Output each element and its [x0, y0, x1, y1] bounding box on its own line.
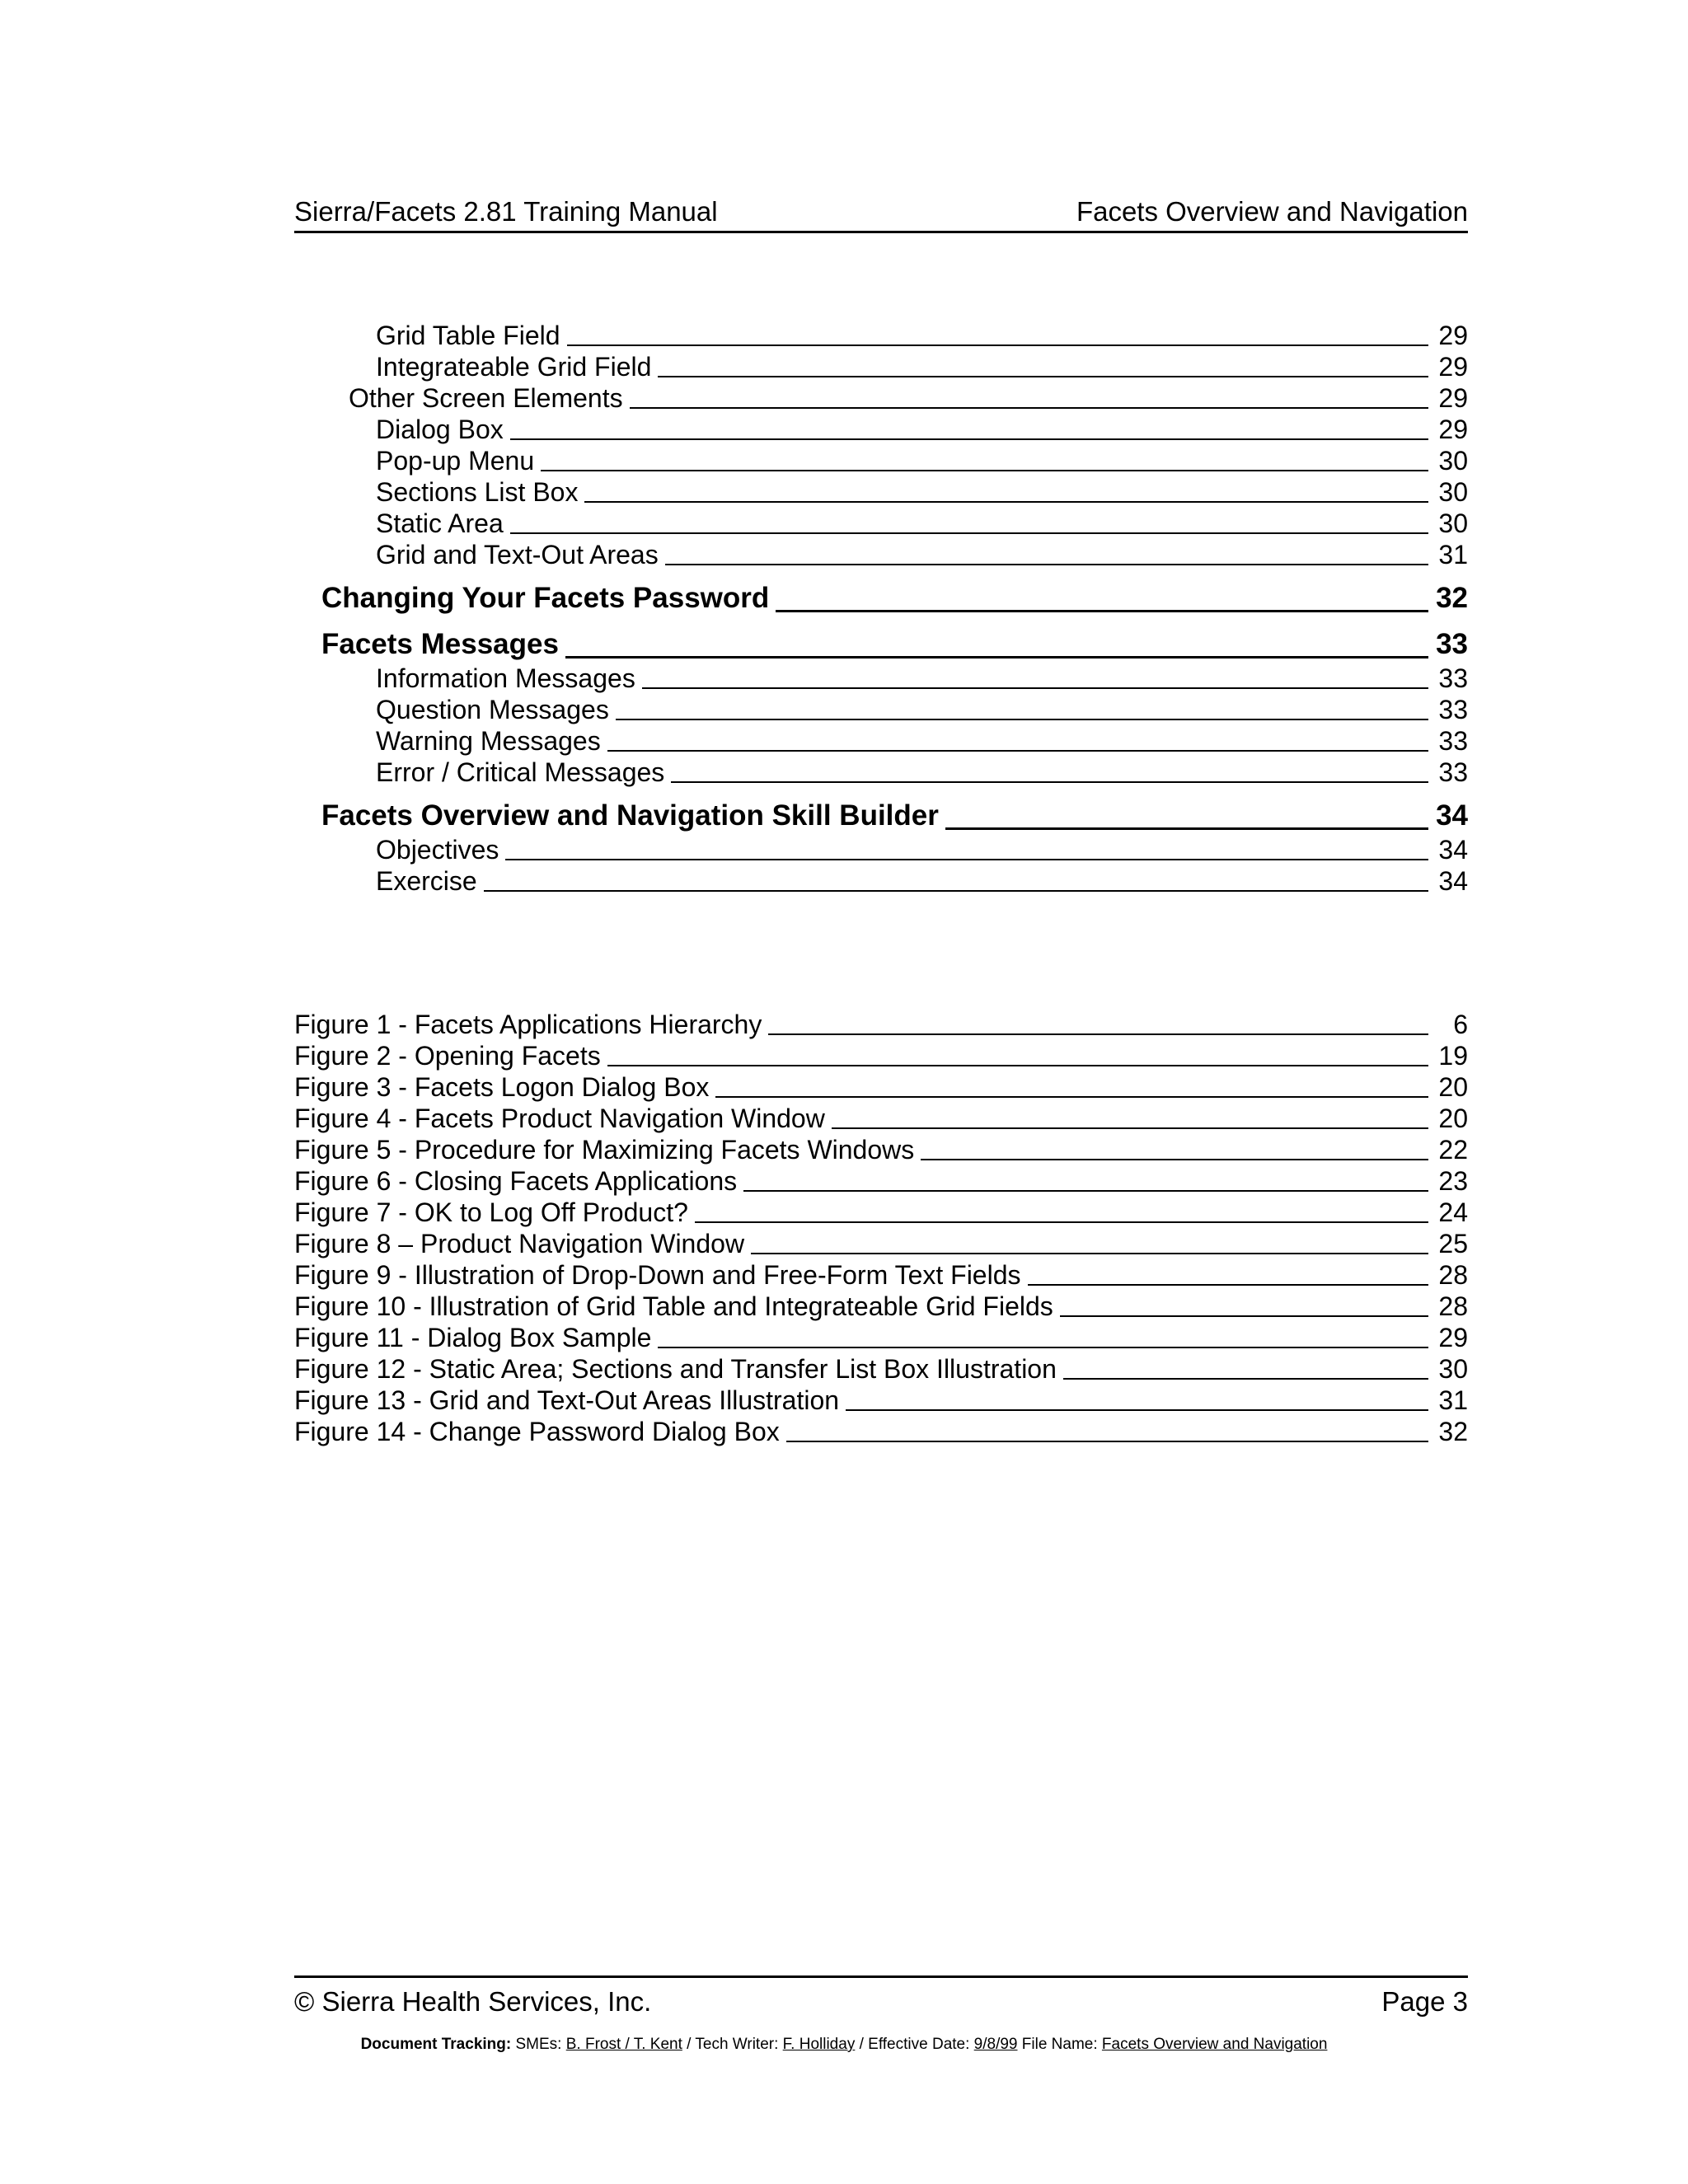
page-header — [294, 192, 1468, 233]
figure-entry-leader — [715, 1096, 1428, 1098]
toc-entry-leader — [505, 859, 1428, 860]
toc-entry[interactable] — [294, 798, 1468, 834]
figure-entry-leader — [607, 1065, 1428, 1066]
figure-entry-leader — [768, 1033, 1428, 1035]
figure-entry-leader — [921, 1159, 1428, 1160]
toc-entry-leader — [584, 501, 1428, 503]
figure-entry-label: Figure 5 - Procedure for Maximizing Facets Windows — [294, 1135, 915, 1165]
page-footer — [294, 1975, 1468, 2018]
figure-entry-label: Figure 6 - Closing Facets Applications — [294, 1166, 738, 1196]
figure-entry-leader — [786, 1441, 1428, 1442]
figure-entry-page: 25 — [1438, 1229, 1468, 1258]
table-of-contents — [294, 320, 1468, 897]
toc-entry-page: 33 — [1438, 663, 1468, 693]
figure-entry[interactable] — [294, 1322, 1468, 1353]
figure-entry-page: 31 — [1438, 1385, 1468, 1415]
figure-entry[interactable] — [294, 1291, 1468, 1322]
toc-entry-page: 29 — [1438, 321, 1468, 350]
figure-entry-page: 30 — [1438, 1354, 1468, 1384]
toc-entry[interactable] — [294, 725, 1468, 757]
figure-entry[interactable] — [294, 1134, 1468, 1165]
footer-page-number: Page 3 — [1381, 1986, 1468, 2017]
figure-entry-label: Figure 11 - Dialog Box Sample — [294, 1323, 652, 1352]
toc-entry-leader — [510, 532, 1428, 534]
figure-entry[interactable] — [294, 1416, 1468, 1447]
toc-entry-page: 30 — [1438, 477, 1468, 507]
toc-entry[interactable] — [294, 351, 1468, 382]
header-section-title: Facets Overview and Navigation — [1076, 196, 1468, 227]
tracking-file: Facets Overview and Navigation — [1101, 2036, 1328, 2053]
toc-entry-leader — [510, 438, 1428, 440]
tracking-smes-label: SMEs: — [515, 2036, 562, 2053]
toc-entry-page: 32 — [1436, 582, 1468, 614]
toc-entry[interactable] — [294, 539, 1468, 570]
toc-entry-page: 33 — [1438, 757, 1468, 787]
tracking-date-label: / Effective Date: — [859, 2036, 970, 2053]
toc-entry-label: Facets Messages — [321, 628, 559, 660]
tracking-writer: F. Holliday — [782, 2036, 856, 2053]
toc-entry[interactable] — [294, 865, 1468, 897]
figure-entry-label: Figure 14 - Change Password Dialog Box — [294, 1417, 780, 1446]
toc-entry-leader — [671, 781, 1428, 783]
figure-entry[interactable] — [294, 1040, 1468, 1071]
figure-entry-page: 28 — [1438, 1260, 1468, 1290]
toc-entry[interactable] — [294, 580, 1468, 616]
toc-entry-leader — [484, 890, 1428, 892]
figure-entry-label: Figure 4 - Facets Product Navigation Window — [294, 1104, 825, 1133]
toc-entry-leader — [607, 750, 1428, 752]
toc-entry-label: Pop-up Menu — [376, 446, 535, 476]
tracking-file-label: File Name: — [1021, 2036, 1098, 2053]
toc-entry[interactable] — [294, 414, 1468, 445]
toc-entry-page: 34 — [1436, 799, 1468, 832]
figure-entry-label: Figure 8 – Product Navigation Window — [294, 1229, 745, 1258]
figure-entry-leader — [1063, 1378, 1428, 1380]
toc-entry-label: Objectives — [376, 835, 499, 865]
figure-entry-leader — [1060, 1315, 1428, 1317]
toc-entry-label: Changing Your Facets Password — [321, 582, 770, 614]
toc-entry-label: Static Area — [376, 509, 504, 538]
toc-entry-label: Facets Overview and Navigation Skill Builder — [321, 799, 939, 832]
toc-entry-page: 29 — [1438, 383, 1468, 413]
footer-copyright: © Sierra Health Services, Inc. — [294, 1986, 652, 2017]
toc-entry[interactable] — [294, 626, 1468, 663]
toc-entry-label: Grid and Text-Out Areas — [376, 540, 659, 569]
figure-entry-leader — [743, 1190, 1428, 1192]
tracking-smes: B. Frost / T. Kent — [565, 2036, 682, 2053]
toc-entry-label: Question Messages — [376, 695, 609, 724]
toc-entry-leader — [567, 344, 1428, 346]
figure-entry[interactable] — [294, 1165, 1468, 1197]
toc-entry-label: Warning Messages — [376, 726, 601, 756]
toc-entry[interactable] — [294, 382, 1468, 414]
toc-entry-label: Integrateable Grid Field — [376, 352, 652, 382]
figure-entry[interactable] — [294, 1103, 1468, 1134]
tracking-writer-label: / Tech Writer: — [687, 2036, 779, 2053]
figure-entry-label: Figure 2 - Opening Facets — [294, 1041, 601, 1071]
figure-entry-page: 24 — [1438, 1197, 1468, 1227]
toc-entry-page: 29 — [1438, 352, 1468, 382]
toc-entry-page: 34 — [1438, 866, 1468, 896]
figure-entry-label: Figure 3 - Facets Logon Dialog Box — [294, 1072, 710, 1102]
figure-entry-page: 19 — [1438, 1041, 1468, 1071]
figure-entry-page: 28 — [1438, 1291, 1468, 1321]
toc-entry-leader — [658, 376, 1428, 377]
tracking-heading: Document Tracking: — [360, 2036, 512, 2053]
list-of-figures — [294, 1009, 1468, 1447]
figure-entry-label: Figure 13 - Grid and Text-Out Areas Illustration — [294, 1385, 840, 1415]
toc-entry[interactable] — [294, 445, 1468, 476]
toc-entry-page: 31 — [1438, 540, 1468, 569]
figure-entry-page: 20 — [1438, 1104, 1468, 1133]
toc-entry-page: 34 — [1438, 835, 1468, 865]
document-tracking — [0, 2036, 1688, 2054]
toc-entry-leader — [541, 470, 1428, 471]
figure-entry-page: 23 — [1438, 1166, 1468, 1196]
toc-entry-label: Exercise — [376, 866, 477, 896]
toc-entry-label: Other Screen Elements — [349, 383, 623, 413]
figure-entry-page: 20 — [1438, 1072, 1468, 1102]
figure-entry-label: Figure 1 - Facets Applications Hierarchy — [294, 1010, 762, 1039]
figure-entry-leader — [832, 1127, 1428, 1129]
figure-entry-leader — [695, 1221, 1428, 1223]
toc-entry-page: 30 — [1438, 509, 1468, 538]
toc-entry-label: Information Messages — [376, 663, 635, 693]
toc-entry-page: 33 — [1436, 628, 1468, 660]
figure-entry[interactable] — [294, 1385, 1468, 1416]
toc-entry[interactable] — [294, 663, 1468, 694]
figure-entry-leader — [751, 1253, 1428, 1254]
figure-entry-leader — [658, 1347, 1428, 1348]
toc-entry-page: 30 — [1438, 446, 1468, 476]
figure-entry-leader — [846, 1409, 1428, 1411]
toc-entry-leader — [565, 656, 1428, 658]
figure-entry[interactable] — [294, 1259, 1468, 1291]
toc-entry-leader — [642, 687, 1428, 689]
figure-entry-page: 32 — [1438, 1417, 1468, 1446]
figure-entry[interactable] — [294, 1071, 1468, 1103]
toc-entry[interactable] — [294, 508, 1468, 539]
toc-entry-label: Dialog Box — [376, 415, 504, 444]
toc-entry-leader — [630, 407, 1428, 409]
figure-entry[interactable] — [294, 1353, 1468, 1385]
toc-entry-leader — [665, 564, 1428, 565]
figure-entry-leader — [1028, 1284, 1429, 1286]
toc-entry[interactable] — [294, 320, 1468, 351]
figure-entry-label: Figure 7 - OK to Log Off Product? — [294, 1197, 688, 1227]
toc-entry[interactable] — [294, 834, 1468, 865]
toc-entry-page: 33 — [1438, 695, 1468, 724]
toc-entry[interactable] — [294, 476, 1468, 508]
tracking-date: 9/8/99 — [973, 2036, 1018, 2053]
figure-entry-page: 29 — [1438, 1323, 1468, 1352]
toc-entry-label: Grid Table Field — [376, 321, 560, 350]
toc-entry-leader — [945, 827, 1428, 830]
figure-entry-label: Figure 12 - Static Area; Sections and Transfer List Box Illustration — [294, 1354, 1057, 1384]
figure-entry-label: Figure 10 - Illustration of Grid Table and Integrateable Grid Fields — [294, 1291, 1053, 1321]
header-manual-title: Sierra/Facets 2.81 Training Manual — [294, 196, 718, 227]
toc-entry-page: 29 — [1438, 415, 1468, 444]
figure-entry-label: Figure 9 - Illustration of Drop-Down and Free-Form Text Fields — [294, 1260, 1021, 1290]
figure-entry-page: 22 — [1438, 1135, 1468, 1165]
figure-entry-page: 6 — [1453, 1010, 1468, 1039]
figure-entry[interactable] — [294, 1009, 1468, 1040]
toc-entry-label: Error / Critical Messages — [376, 757, 665, 787]
toc-entry-leader — [776, 610, 1428, 612]
figure-entry[interactable] — [294, 1228, 1468, 1259]
toc-entry-label: Sections List Box — [376, 477, 579, 507]
toc-entry[interactable] — [294, 694, 1468, 725]
toc-entry[interactable] — [294, 757, 1468, 788]
figure-entry[interactable] — [294, 1197, 1468, 1228]
toc-entry-page: 33 — [1438, 726, 1468, 756]
toc-entry-leader — [616, 719, 1428, 720]
